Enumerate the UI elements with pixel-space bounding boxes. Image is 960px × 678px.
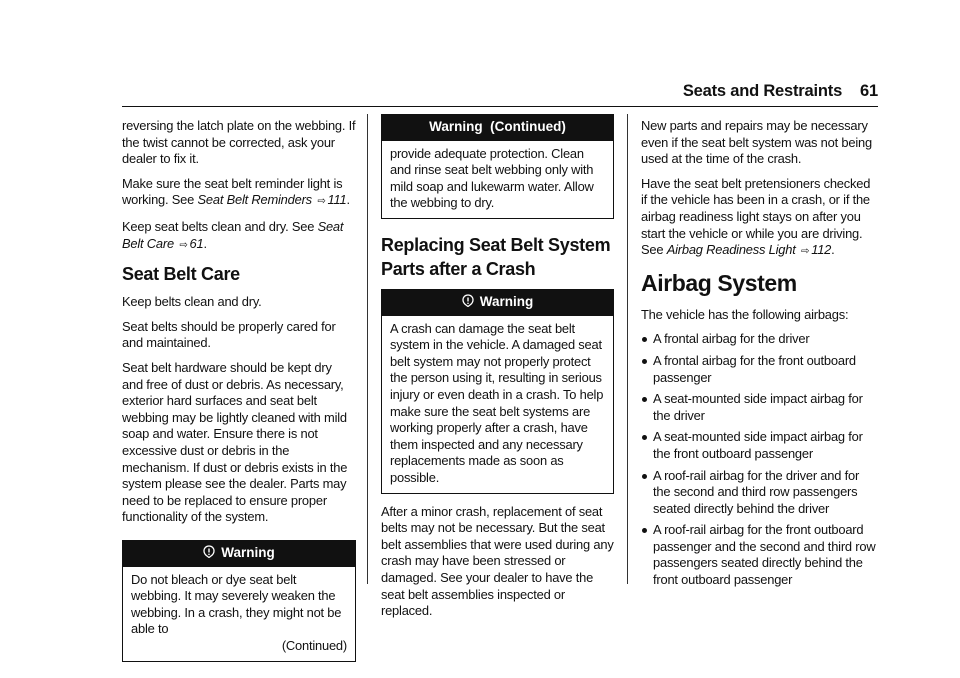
warning-icon (203, 545, 215, 562)
warning-body (123, 567, 355, 661)
warning-header: Warning (123, 541, 355, 567)
page-header (683, 82, 878, 101)
warning-body (382, 316, 613, 493)
column-3 (641, 118, 877, 594)
major-heading: Airbag System (641, 269, 797, 296)
paragraph: New parts and repairs may be necessary even if the seat belt system was not being used at the time of the crash. (641, 118, 872, 167)
airbag-list (641, 331, 877, 588)
warning-text: Do not bleach or dye seat belt webbing. It may severely weaken the webbing. In a crash, they might not be able to (131, 571, 342, 637)
warning-text: provide adequate protection. Clean and rinse seat belt webbing only with mild soap and lukewarm water. Allow the webbing to dry. (390, 145, 594, 211)
list-item: A seat-mounted side impact airbag for the driver (641, 391, 877, 424)
column-2 (381, 114, 614, 628)
paragraph: The vehicle has the following airbags: (641, 306, 849, 322)
list-item: A frontal airbag for the front outboard passenger (641, 353, 877, 386)
page-ref-arrow-icon: ⇨ (317, 196, 326, 208)
column-divider (627, 114, 628, 584)
warning-text: A crash can damage the seat belt system in the vehicle. A damaged seat belt system may not properly protect the person using it, resulting in serious injury or even death in a crash. To help make sure the seat belt systems are working properly after a crash, have them inspected and any necessary replacements made as soon as possible. (390, 320, 604, 486)
list-item: A roof-rail airbag for the driver and for the second and third row passengers seated directly behind the driver (641, 468, 877, 518)
page-number: 61 (860, 82, 878, 100)
section-heading: Replacing Seat Belt System Parts after a Crash (381, 234, 611, 279)
seat-belt-reminders-link[interactable]: Seat Belt Reminders (197, 192, 312, 208)
paragraph: Have the seat belt pretensioners checked if the vehicle has been in a crash, or if the airbag readiness light stays on after you start the vehicle or while you are driving. See Airbag Readiness Light ⇨ 112. (641, 175, 871, 258)
header-rule (122, 106, 878, 107)
warning-header: Warning (382, 290, 613, 316)
warning-box-continued (381, 114, 614, 219)
page-ref-arrow-icon: ⇨ (801, 246, 810, 258)
page-ref[interactable]: 112 (811, 242, 832, 258)
warning-icon (462, 294, 474, 311)
list-item: A roof-rail airbag for the front outboard passenger and the second and third row passengers seated directly behind the front outboard passenger (641, 522, 877, 588)
page-ref[interactable]: 61 (189, 235, 204, 251)
section-heading: Seat Belt Care (122, 264, 240, 285)
continued-label: (Continued) (281, 637, 347, 653)
list-item: A seat-mounted side impact airbag for the front outboard passenger (641, 429, 877, 462)
warning-box (381, 289, 614, 494)
seat-belt-care-link[interactable]: Seat Belt Care (122, 218, 344, 251)
paragraph: Make sure the seat belt reminder light is working. See Seat Belt Reminders ⇨ 111. (122, 175, 350, 208)
warning-header: Warning (Continued) (382, 115, 613, 141)
paragraph: Keep belts clean and dry. (122, 294, 262, 310)
page-ref[interactable]: 111 (327, 192, 347, 208)
paragraph: Seat belts should be properly cared for and maintained. (122, 318, 336, 351)
paragraph: reversing the latch plate on the webbing. If the twist cannot be corrected, ask your dealer to fix it. (122, 118, 356, 167)
section-title: Seats and Restraints (682, 82, 843, 100)
paragraph: Keep seat belts clean and dry. See Seat Belt Care ⇨ 61. (122, 218, 344, 251)
column-divider (367, 114, 368, 584)
paragraph: After a minor crash, replacement of seat belts may not be necessary. But the seat belt assemblies that were used during any crash may have been stressed or damaged. See your dealer to have the seat belt assemblies inspected or replaced. (381, 503, 614, 619)
list-item: A frontal airbag for the driver (641, 331, 877, 348)
column-1 (122, 118, 356, 672)
paragraph: Seat belt hardware should be kept dry and free of dust or debris. As necessary, exterior hard surfaces and seat belt webbing may be lightly cleaned with mild soap and water. Ensure there is not excessive dust or debris in the mechanism. If dust or debris exists in the system please see the dealer. Parts may need to be replaced to ensure proper functionality of the system. (122, 359, 348, 525)
warning-box (122, 540, 356, 662)
page-ref-arrow-icon: ⇨ (179, 239, 188, 251)
airbag-readiness-light-link[interactable]: Airbag Readiness Light (666, 242, 796, 258)
warning-body (382, 141, 613, 218)
